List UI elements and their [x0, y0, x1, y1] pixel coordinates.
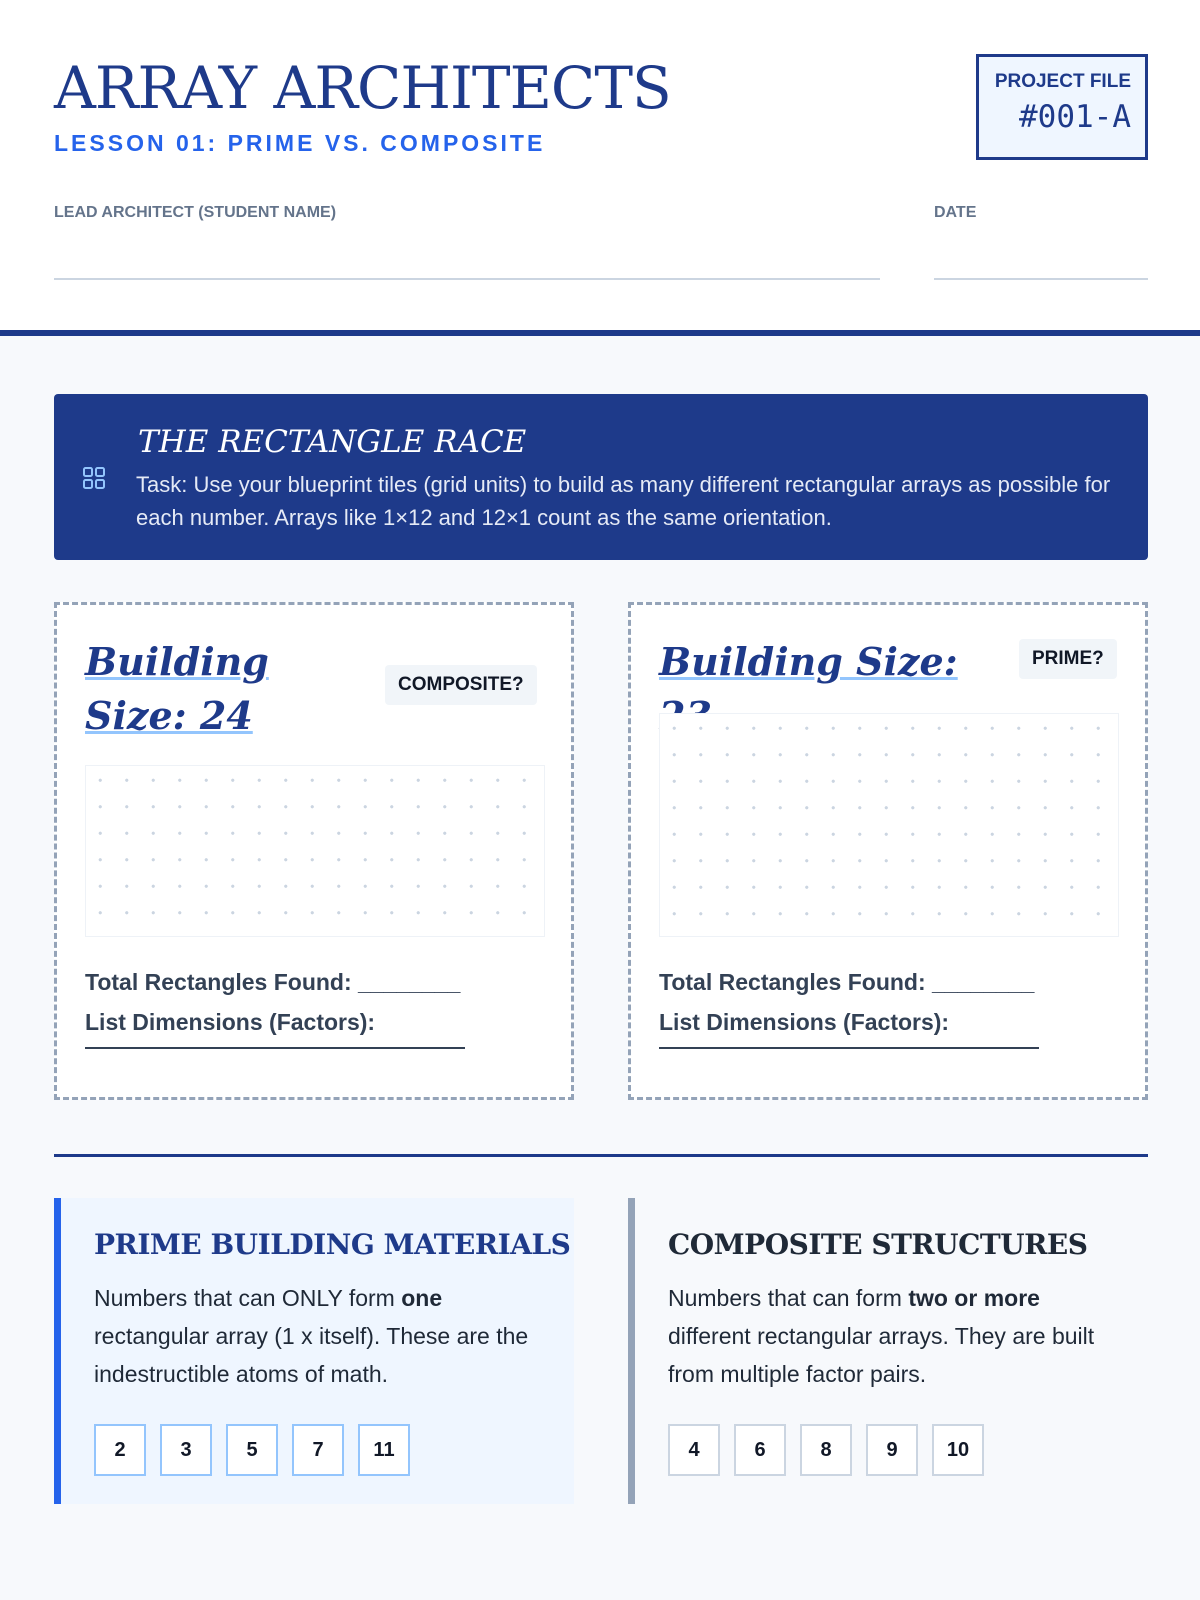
prime-title: PRIME BUILDING MATERIALS	[94, 1228, 571, 1261]
project-file-label: PROJECT FILE	[994, 71, 1131, 92]
composite-number-chip: 10	[932, 1424, 984, 1476]
composite-number-chip: 4	[668, 1424, 720, 1476]
prime-info-panel	[54, 1198, 574, 1504]
composite-info-panel	[628, 1198, 1148, 1504]
page-title: ARRAY ARCHITECTS	[54, 54, 671, 122]
building-card-23	[628, 602, 1148, 1100]
project-file-number: #001-A	[1019, 99, 1131, 135]
student-name-field[interactable]	[54, 278, 880, 280]
prime-number-chip: 11	[358, 1424, 410, 1476]
building-size-title: Building Size:	[659, 639, 958, 684]
list-dimensions-label: List Dimensions (Factors):	[85, 1009, 376, 1035]
worksheet-header	[0, 0, 1200, 336]
composite-badge: COMPOSITE?	[385, 665, 537, 705]
prime-number-list	[94, 1424, 424, 1476]
banner-task-text: Task: Use your blueprint tiles (grid units) to build as many different rectangular arrays as possible for each number. Arrays like 1×12 and 12×1 count as the same orientation.	[136, 472, 1111, 530]
total-rectangles-label: Total Rectangles Found: ________	[659, 969, 1035, 995]
building-card-24	[54, 602, 574, 1100]
composite-title: COMPOSITE STRUCTURES	[668, 1228, 1088, 1261]
composite-number-chip: 6	[734, 1424, 786, 1476]
composite-number-chip: 9	[866, 1424, 918, 1476]
prime-badge: PRIME?	[1019, 639, 1117, 679]
student-name-label: LEAD ARCHITECT (STUDENT NAME)	[54, 204, 337, 221]
building-size-title: Building Size: 24	[85, 639, 269, 738]
composite-number-list	[668, 1424, 998, 1476]
prime-number-chip: 5	[226, 1424, 278, 1476]
section-divider	[54, 1154, 1148, 1157]
dot-grid-workspace[interactable]	[659, 713, 1119, 937]
lesson-subtitle: LESSON 01: PRIME VS. COMPOSITE	[54, 130, 546, 156]
date-field[interactable]	[934, 278, 1148, 280]
prime-number-chip: 3	[160, 1424, 212, 1476]
dimensions-answer-line[interactable]	[85, 1047, 465, 1049]
dimensions-answer-line[interactable]	[659, 1047, 1039, 1049]
task-banner	[54, 394, 1148, 560]
list-dimensions-label: List Dimensions (Factors):	[659, 1009, 950, 1035]
prime-number-chip: 2	[94, 1424, 146, 1476]
grid-icon	[82, 466, 106, 495]
composite-number-chip: 8	[800, 1424, 852, 1476]
prime-description: Numbers that can ONLY form one rectangular array (1 x itself). These are the indestructible atoms of math.	[94, 1285, 529, 1387]
project-file-box	[976, 54, 1148, 160]
banner-title: THE RECTANGLE RACE	[138, 424, 527, 460]
prime-number-chip: 7	[292, 1424, 344, 1476]
dot-grid-workspace[interactable]	[85, 765, 545, 937]
total-rectangles-label: Total Rectangles Found: ________	[85, 969, 461, 995]
composite-description: Numbers that can form two or more different rectangular arrays. They are built from multiple factor pairs.	[668, 1285, 1095, 1387]
date-label: DATE	[934, 204, 977, 221]
